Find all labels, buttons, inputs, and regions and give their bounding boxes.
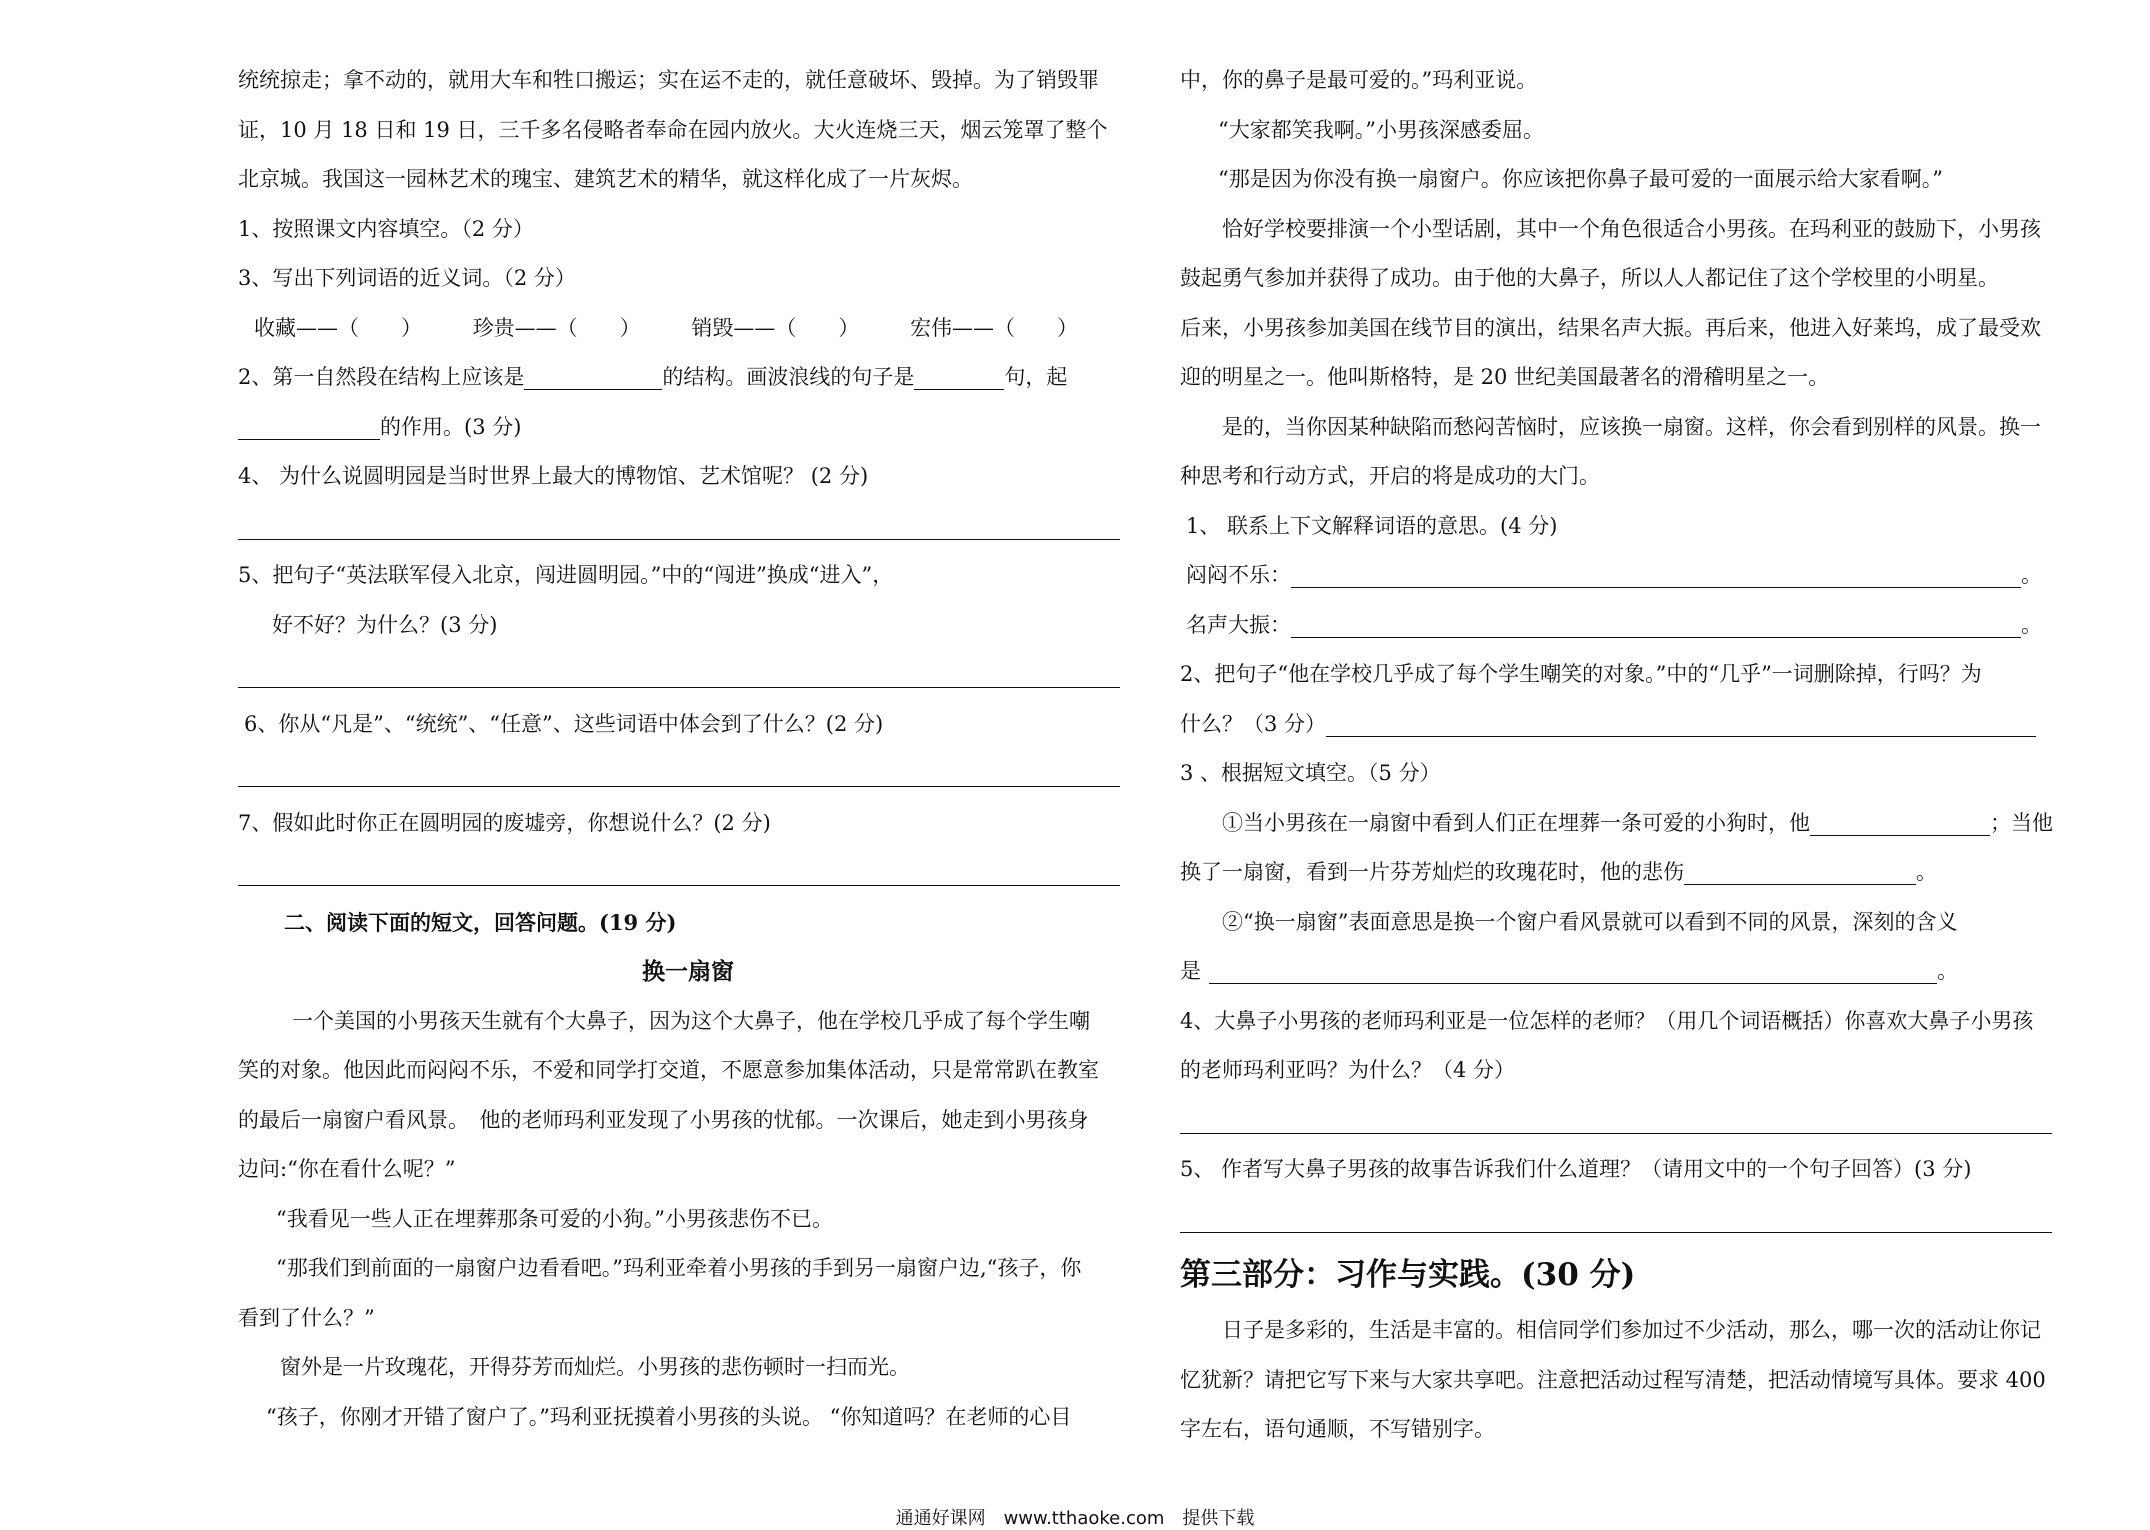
question-5: 5、把句子“英法联军侵入北京，闯进圆明园。”中的“闯进”换成“进入”，	[238, 563, 894, 587]
question-1: 1、按照课文内容填空。（2 分）	[238, 216, 534, 241]
question-5: 5、 作者写大鼻子男孩的故事告诉我们什么道理？（请用文中的一个句子回答）(3 分)	[1180, 1157, 1972, 1181]
story-line: 的最后一扇窗户看风景。 他的老师玛利亚发现了小男孩的忧郁。一次课后，她走到小男孩身	[238, 1107, 1089, 1132]
composition-prompt: 日子是多彩的，生活是丰富的。相信同学们参加过不少活动，那么，哪一次的活动让你记	[1222, 1318, 2041, 1342]
synonym-item: 宏伟——（ ）	[910, 315, 1079, 340]
composition-prompt: 字左右，语句通顺，不写错别字。	[1180, 1417, 1495, 1441]
question-4-cont: 的老师玛利亚吗？为什么？（4 分）	[1180, 1058, 1516, 1082]
answer-blank[interactable]	[524, 359, 662, 390]
synonym-item: 收藏——（ ）	[254, 315, 422, 340]
story-line: “我看见一些人正在埋葬那条可爱的小狗。”小男孩悲伤不已。	[276, 1206, 833, 1231]
story-line: 中，你的鼻子是最可爱的。”玛利亚说。	[1180, 68, 1538, 92]
question-4: 4、大鼻子小男孩的老师玛利亚是一位怎样的老师？（用几个词语概括）你喜欢大鼻子小男孩	[1180, 1008, 2034, 1033]
section-2-heading: 二、阅读下面的短文，回答问题。(19 分)	[284, 909, 677, 935]
story-line: 窗外是一片玫瑰花，开得芬芳而灿烂。小男孩的悲伤顿时一扫而光。	[280, 1355, 910, 1379]
story-line: 边问:“你在看什么呢？”	[238, 1157, 456, 1181]
question-3-b: 换了一扇窗，看到一片芬芳灿烂的玫瑰花时，他的悲伤 。	[1180, 848, 2080, 898]
answer-blank[interactable]	[1291, 607, 2021, 638]
story-line: 笑的对象。他因此而闷闷不乐，不爱和同学打交道，不愿意参加集体活动，只是常常趴在教室	[238, 1058, 1099, 1082]
answer-blank[interactable]	[1326, 706, 2036, 737]
story-line: 是的，当你因某种缺陷而愁闷苦恼时，应该换一扇窗。这样，你会看到别样的风景。换一	[1222, 414, 2041, 439]
story-line: “孩子，你刚才开错了窗户了。”玛利亚抚摸着小男孩的头说。 “你知道吗？在老师的心目	[266, 1404, 1072, 1429]
word-definition-row: 闷闷不乐： 。	[1180, 551, 2080, 601]
answer-blank[interactable]	[238, 409, 380, 440]
word-label: 名声大振：	[1186, 612, 1291, 637]
question-3: 3 、根据短文填空。（5 分）	[1180, 761, 1441, 785]
question-5-cont: 好不好？为什么？(3 分)	[272, 612, 498, 637]
story-line: “那是因为你没有换一扇窗户。你应该把你鼻子最可爱的一面展示给大家看啊。”	[1218, 167, 1943, 191]
passage-line: 北京城。我国这一园林艺术的瑰宝、建筑艺术的精华，就这样化成了一片灰烬。	[238, 167, 973, 191]
passage-line: 统统掠走；拿不动的，就用大车和牲口搬运；实在运不走的，就任意破坏、毁掉。为了销毁罪	[238, 68, 1099, 92]
right-column	[1180, 56, 2080, 1455]
answer-line[interactable]	[238, 848, 1138, 898]
story-line: “那我们到前面的一扇窗户边看看吧。”玛利亚牵着小男孩的手到另一扇窗户边,“孩子，你	[276, 1256, 1082, 1280]
story-line: 看到了什么？”	[238, 1305, 375, 1330]
question-4: 4、 为什么说圆明园是当时世界上最大的博物馆、艺术馆呢？ (2 分)	[238, 464, 869, 488]
question-2-cont: 的作用。(3 分)	[238, 403, 1138, 453]
part-3-heading: 第三部分：习作与实践。(30 分)	[1180, 1257, 1636, 1293]
story-line: 种思考和行动方式，开启的将是成功的大门。	[1180, 464, 1600, 488]
question-3-a: ①当小男孩在一扇窗中看到人们正在埋葬一条可爱的小狗时，他 ；当他	[1180, 799, 2080, 849]
synonym-item: 销毁——（ ）	[691, 315, 860, 340]
answer-line[interactable]	[238, 502, 1138, 552]
answer-line[interactable]	[238, 650, 1138, 700]
synonym-row	[238, 304, 1138, 354]
passage-line: 证，10 月 18 日和 19 日，三千多名侵略者奉命在园内放火。大火连烧三天，烟云笼罩了整个	[238, 117, 1108, 142]
question-6: 6、你从“凡是”、“统统”、“任意”、这些词语中体会到了什么？(2 分)	[244, 711, 884, 736]
question-3-c: ②“换一扇窗”表面意思是换一个窗户看风景就可以看到不同的风景，深刻的含义	[1222, 909, 1958, 934]
question-1: 1、 联系上下文解释词语的意思。(4 分)	[1186, 513, 1558, 538]
story-title: 换一扇窗	[642, 958, 734, 985]
story-line: 迎的明星之一。他叫斯格特，是 20 世纪美国最著名的滑稽明星之一。	[1180, 365, 1830, 389]
synonym-item: 珍贵——（ ）	[472, 315, 641, 340]
question-2: 2、把句子“他在学校几乎成了每个学生嘲笑的对象。”中的“几乎”一词删除掉，行吗？为	[1180, 662, 1982, 686]
word-definition-row: 名声大振： 。	[1180, 601, 2080, 651]
answer-line[interactable]	[238, 749, 1138, 799]
story-line: “大家都笑我啊。”小男孩深感委屈。	[1218, 117, 1544, 142]
question-3-d: 是 。	[1180, 947, 2080, 997]
story-line: 鼓起勇气参加并获得了成功。由于他的大鼻子，所以人人都记住了这个学校里的小明星。	[1180, 266, 1999, 290]
answer-blank[interactable]	[1209, 953, 1937, 984]
story-line: 一个美国的小男孩天生就有个大鼻子，因为这个大鼻子，他在学校几乎成了每个学生嘲	[292, 1008, 1090, 1033]
answer-blank[interactable]	[914, 359, 1004, 390]
word-label: 闷闷不乐：	[1186, 563, 1291, 587]
story-line: 后来，小男孩参加美国在线节目的演出，结果名声大振。再后来，他进入好莱坞，成了最受欢	[1180, 315, 2041, 340]
composition-prompt: 忆犹新？请把它写下来与大家共享吧。注意把活动过程写清楚，把活动情境写具体。要求 400	[1180, 1367, 2046, 1392]
page-footer: 通通好课网 www.tthaoke.com 提供下载	[895, 1508, 1255, 1529]
answer-blank[interactable]	[1291, 557, 2021, 588]
question-2: 2、第一自然段在结构上应该是 的结构。画波浪线的句子是 句，起	[238, 353, 1138, 403]
answer-line[interactable]	[1180, 1096, 2080, 1146]
story-line: 恰好学校要排演一个小型话剧，其中一个角色很适合小男孩。在玛利亚的鼓励下，小男孩	[1222, 216, 2041, 241]
answer-line[interactable]	[1180, 1195, 2080, 1245]
left-column	[238, 56, 1138, 1442]
question-7: 7、假如此时你正在圆明园的废墟旁，你想说什么？(2 分)	[238, 810, 771, 835]
answer-blank[interactable]	[1810, 805, 1990, 836]
answer-blank[interactable]	[1684, 854, 1916, 885]
question-3: 3、写出下列词语的近义词。（2 分）	[238, 266, 576, 290]
question-2-cont: 什么？（3 分）	[1180, 700, 2080, 750]
